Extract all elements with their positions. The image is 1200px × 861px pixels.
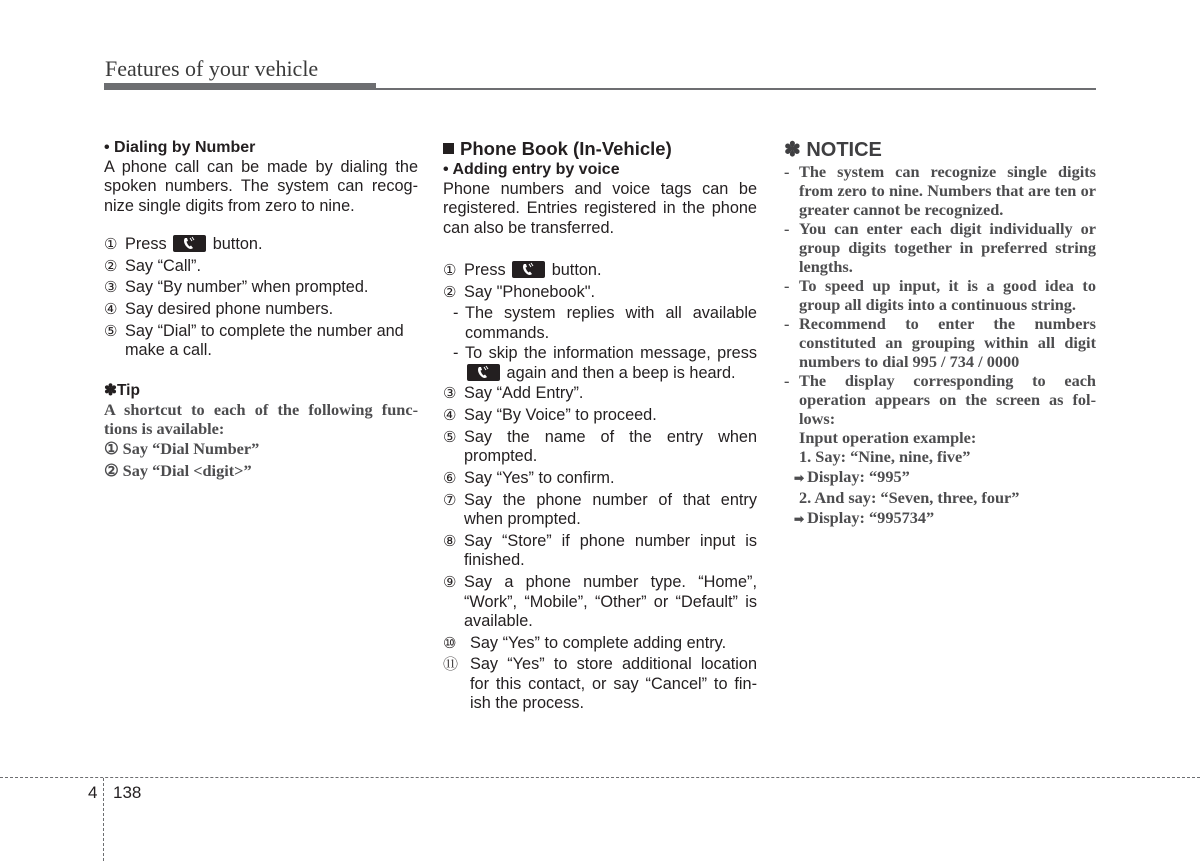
header-rule-thick — [104, 83, 376, 90]
example-display-2: ➡ Display: “995734” — [794, 507, 935, 527]
example-label: Input operation example: — [799, 428, 977, 447]
header-rule-thin — [376, 88, 1096, 90]
phonebook-step-5: ⑤ Say the name of the entry when prompted. — [443, 427, 757, 466]
arrow-right-icon: ➡ — [794, 470, 805, 485]
tip-item-1: ① Say “Dial Number” — [104, 439, 260, 459]
phonebook-step-6: ⑥ Say “Yes” to confirm. — [443, 468, 615, 487]
dialing-step-2: ② Say “Call”. — [104, 256, 201, 275]
tip-heading: ✽Tip — [104, 381, 140, 399]
phonebook-step-8: ⑧ Say “Store” if phone number input is finished. — [443, 531, 757, 570]
phonebook-step-7: ⑦ Say the phone number of that entry when prompted. — [443, 490, 757, 529]
square-bullet-icon — [443, 143, 454, 154]
notice-item-1: - The system can recognize single digits from zero to nine. Numbers that are ten or greater cannot be recognized. — [784, 162, 1096, 219]
column-dialing-by-number — [104, 138, 418, 480]
adding-entry-heading: • Adding entry by voice — [443, 161, 620, 178]
notice-item-2: - You can enter each digit individually or group digits together in preferred string lengths. — [784, 219, 1096, 276]
talk-button-icon — [467, 364, 500, 381]
notice-item-4: - Recommend to enter the numbers constituted an grouping within all digit numbers to dial 995 / 734 / 0000 — [784, 314, 1096, 371]
tip-text: A shortcut to each of the following func- tions is available: — [104, 400, 418, 439]
example-step-1: 1. Say: “Nine, nine, five” — [799, 447, 971, 467]
footer-dashed-divider — [103, 778, 104, 861]
dialing-step-1: ① Press button. — [104, 235, 263, 253]
footer-dashed-rule — [0, 777, 1200, 778]
dialing-steps — [104, 235, 418, 361]
phonebook-step-2: ② Say "Phonebook". — [443, 282, 596, 301]
phonebook-step-4: ④ Say “By Voice” to proceed. — [443, 406, 657, 425]
phonebook-step-10: ⑩ Say “Yes” to complete adding entry. — [443, 633, 727, 652]
phonebook-sub-2: - To skip the information message, press again and then a beep is heard. — [453, 344, 757, 382]
dialing-intro: A phone call can be made by dialing the spoken numbers. The system can recog- nize single digits from zero to nine. — [104, 157, 418, 215]
dialing-step-5: ⑤ Say “Dial” to complete the number and make a call. — [104, 321, 404, 360]
phonebook-step-1: ① Press button. — [443, 261, 602, 279]
talk-button-icon — [173, 235, 206, 252]
phonebook-heading: Phone Book (In-Vehicle) — [443, 138, 757, 160]
chapter-number: 4 — [88, 783, 98, 802]
phonebook-step-11: ⑪ Say “Yes” to store additional location for this contact, or say “Cancel” to fin- ish the process. — [443, 655, 757, 713]
phonebook-sub-1: - The system replies with all available commands. — [453, 304, 757, 342]
notice-item-5: - The display corresponding to each operation appears on the screen as fol- lows: — [784, 371, 1096, 428]
phonebook-step-3: ③ Say “Add Entry”. — [443, 384, 584, 403]
talk-button-icon — [512, 261, 545, 278]
dialing-step-4: ④ Say desired phone numbers. — [104, 300, 334, 319]
column-phone-book — [443, 138, 757, 716]
dialing-step-3: ③ Say “By number” when prompted. — [104, 278, 369, 297]
header-title: Features of your vehicle — [105, 56, 319, 81]
tip-item-2: ② Say “Dial <digit>” — [104, 461, 252, 481]
phonebook-step-9: ⑨ Say a phone number type. “Home”, “Work”, “Mobile”, “Other” or “Default” is available. — [443, 573, 757, 630]
example-display-1: ➡ Display: “995” — [794, 466, 910, 486]
example-step-2: 2. And say: “Seven, three, four” — [799, 488, 1020, 508]
column-notice — [784, 138, 1096, 529]
notice-list — [784, 162, 1096, 428]
arrow-right-icon: ➡ — [794, 511, 805, 526]
phonebook-steps — [443, 261, 757, 714]
notice-heading: ✽ NOTICE — [784, 139, 882, 161]
phonebook-intro: Phone numbers and voice tags can be registered. Entries registered in the phone can also be transferred. — [443, 179, 757, 237]
dialing-heading: • Dialing by Number — [104, 139, 256, 156]
notice-item-3: - To speed up input, it is a good idea to group all digits into a continuous string. — [784, 276, 1096, 314]
page-number: 138 — [113, 783, 142, 802]
